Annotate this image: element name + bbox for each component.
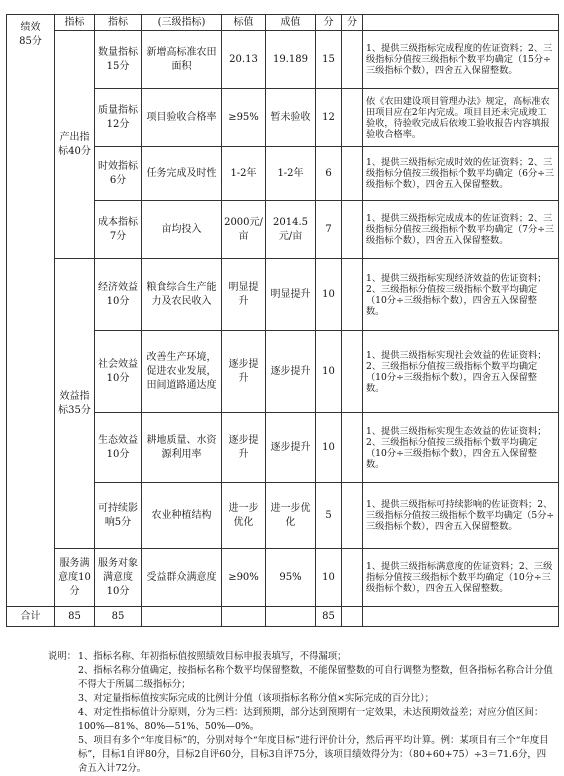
table-row [7, 259, 559, 331]
target-value: 20.13 [222, 31, 266, 89]
header-cell: (三级指标) [142, 15, 222, 31]
level2-indicator: 服务对象满意度10分 [95, 549, 142, 607]
level2-group: 产出指标40分 [55, 31, 95, 259]
actual-value: 明显提升 [266, 259, 316, 331]
empty-cell [342, 413, 363, 483]
header-cell: 分 [342, 15, 363, 31]
level3-indicator: 项目验收合格率 [142, 89, 222, 147]
empty-cell [342, 259, 363, 331]
scoring-description: 1、提供三级指标实现社会效益的佐证资料；2、三级指标分值按三级指标个数平均确定（10分÷三级指标个数），四舍五入保留整数。 [363, 331, 559, 413]
level2-indicator: 社会效益10分 [95, 331, 142, 413]
total-row [7, 607, 559, 627]
scoring-description: 1、提供三级指标满意度的佐证资料；2、三级指标分值按三级指标个数平均确定（10分÷三级指标个数），四舍五入保留整数。 [363, 549, 559, 607]
actual-value: 1-2年 [266, 147, 316, 201]
actual-value: 95% [266, 549, 316, 607]
level3-indicator: 耕地质量、水资源利用率 [142, 413, 222, 483]
level3-indicator: 新增高标准农田面积 [142, 31, 222, 89]
header-cell [363, 15, 559, 31]
level2-indicator: 可持续影响5分 [95, 483, 142, 549]
empty-cell [266, 607, 316, 627]
level3-indicator: 改善生产环境，促进农业发展，田间道路通达度 [142, 331, 222, 413]
empty-cell [342, 607, 363, 627]
level3-indicator: 亩均投入 [142, 201, 222, 259]
scoring-description: 1、提供三级指标完成时效的佐证资料；2、三级指标分值按三级指标个数平均确定（6分÷三级指标个数），四舍五入保留整数。 [363, 147, 559, 201]
target-value: 进一步优化 [222, 483, 266, 549]
header-cell: 分 [316, 15, 342, 31]
empty-cell [342, 147, 363, 201]
indicator-score: 10 [316, 331, 342, 413]
indicator-score: 10 [316, 549, 342, 607]
empty-cell [342, 201, 363, 259]
level2-group: 服务满意度10分 [55, 549, 95, 607]
note-item: 5、项目有多个“年度目标”的，分别对每个“年度目标”进行评价计分，然后再平均计算。例：某项目有三个“年度目标”，目标1自评80分，目标2自评60分，目标3自评75分，该项目绩效得分为：（80+60+75）÷3＝71.6分，四舍五入计72分。 [78, 735, 549, 774]
table-row [7, 549, 559, 607]
total-level2: 85 [55, 607, 95, 627]
header-cell: 标值 [222, 15, 266, 31]
note-item: 2、指标名称分值确定，按指标名称个数平均保留整数，不能保留整数的可自行调整为整数，但各指标名称合计分值不得大于所属二级指标分； [78, 665, 553, 690]
level2-indicator: 时效指标6分 [95, 147, 142, 201]
scoring-description: 1、提供三级指标完成成本的佐证资料；2、三级指标分值按三级指标个数平均确定（7分÷三级指标个数），四舍五入保留整数。 [363, 201, 559, 259]
indicator-score: 12 [316, 89, 342, 147]
note-item: 3、对定量指标值按实际完成的比例计分值（该项指标名称分值×实际完成的百分比）； [78, 693, 435, 704]
table-row [7, 31, 559, 89]
empty-cell [342, 89, 363, 147]
indicator-score: 15 [316, 31, 342, 89]
level3-indicator: 农业种植结构 [142, 483, 222, 549]
actual-value: 逐步提升 [266, 413, 316, 483]
target-value: 2000元/亩 [222, 201, 266, 259]
note-item: 4、对定性指标值计分原则，分为三档：达到预期，部分达到预期有一定效果，未达预期效益差；对应分值区间：100%—81%、80%—51%、50%—0%。 [78, 707, 544, 732]
indicator-score: 7 [316, 201, 342, 259]
header-row [7, 15, 559, 31]
level2-indicator: 成本指标7分 [95, 201, 142, 259]
notes-label: 说明： [48, 651, 77, 662]
scoring-description: 1、提供三级指标完成程度的佐证资料；2、三级指标分值按三级指标个数平均确定（15分÷三级指标个数），四舍五入保留整数。 [363, 31, 559, 89]
empty-cell [342, 549, 363, 607]
actual-value: 19.189 [266, 31, 316, 89]
target-value: 逐步提升 [222, 331, 266, 413]
actual-value: 逐步提升 [266, 331, 316, 413]
empty-cell [363, 607, 559, 627]
level3-indicator: 受益群众满意度 [142, 549, 222, 607]
total-level3: 85 [95, 607, 142, 627]
table-body [7, 15, 559, 627]
level1-score: 85分 [19, 36, 42, 47]
empty-cell [222, 607, 266, 627]
target-value: 明显提升 [222, 259, 266, 331]
actual-value: 暂未验收 [266, 89, 316, 147]
level2-indicator: 数量指标15分 [95, 31, 142, 89]
empty-cell [342, 483, 363, 549]
actual-value: 进一步优化 [266, 483, 316, 549]
level3-indicator: 粮食综合生产能力及农民收入 [142, 259, 222, 331]
scoring-description: 1、提供三级指标实现生态效益的佐证资料；2、三级指标分值按三级指标个数平均确定（10分÷三级指标个数），四舍五入保留整数。 [363, 413, 559, 483]
empty-cell [342, 31, 363, 89]
indicator-score: 5 [316, 483, 342, 549]
level3-indicator: 任务完成及时性 [142, 147, 222, 201]
empty-cell [342, 331, 363, 413]
level2-indicator: 经济效益10分 [95, 259, 142, 331]
total-label: 合计 [7, 607, 55, 627]
scoring-description: 1、提供三级指标可持续影响的佐证资料；2、三级指标分值按三级指标个数平均确定（5分÷三级指标个数），四舍五入保留整数。 [363, 483, 559, 549]
level2-group: 效益指标35分 [55, 259, 95, 549]
performance-table [6, 14, 559, 627]
header-cell: 指标 [95, 15, 142, 31]
total-score: 85 [316, 607, 342, 627]
level2-indicator: 质量指标12分 [95, 89, 142, 147]
indicator-score: 10 [316, 259, 342, 331]
level2-indicator: 生态效益10分 [95, 413, 142, 483]
notes-list [78, 650, 554, 776]
header-cell: 成值 [266, 15, 316, 31]
target-value: ≥95% [222, 89, 266, 147]
empty-cell [142, 607, 222, 627]
target-value: ≥90% [222, 549, 266, 607]
scoring-description: 依《农田建设项目管理办法》规定，高标准农田项目应在2年内完成。项目目还未完成竣工验收，待验收完成后依竣工验收报告内容填报验收合格率。 [363, 89, 559, 147]
indicator-score: 10 [316, 413, 342, 483]
scoring-description: 1、提供三级指标实现经济效益的佐证资料；2、三级指标分值按三级指标个数平均确定（10分÷三级指标个数），四舍五入保留整数。 [363, 259, 559, 331]
actual-value: 2014.5元/亩 [266, 201, 316, 259]
target-value: 逐步提升 [222, 413, 266, 483]
notes-section [48, 650, 554, 776]
note-item: 1、指标名称、年初指标值按照绩效目标申报表填写，不得漏项； [78, 651, 347, 662]
header-cell: 指标 [55, 15, 95, 31]
target-value: 1-2年 [222, 147, 266, 201]
indicator-score: 6 [316, 147, 342, 201]
level1-name: 绩效 [20, 22, 41, 33]
level1-indicator [7, 15, 55, 607]
